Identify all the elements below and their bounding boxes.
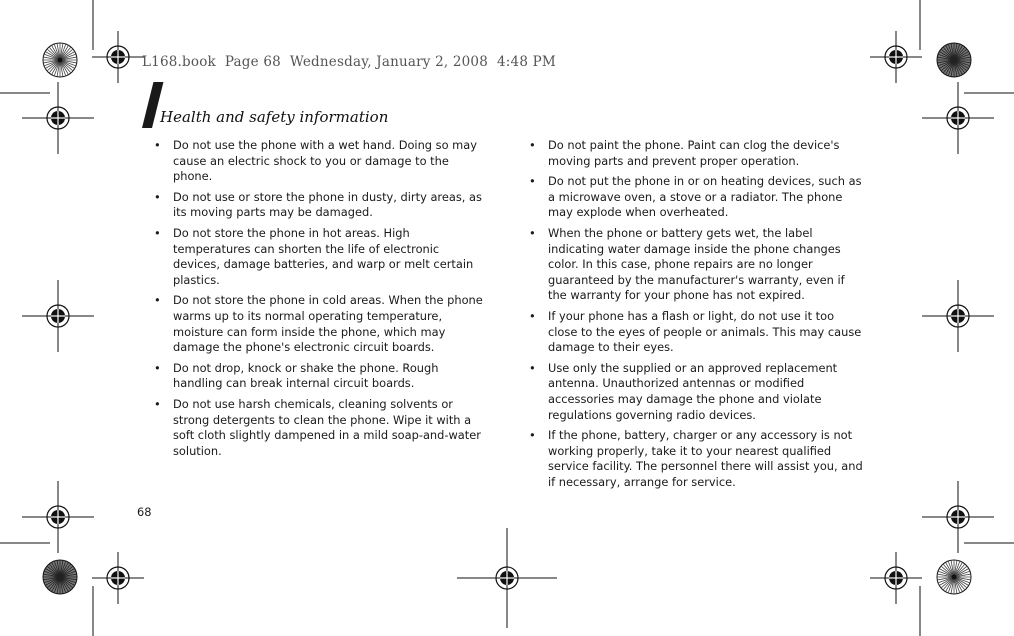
bullet-text: Use only the supplied or an approved replacement antenna. Unauthorized antennas or modified accessories may damage the phone and violate regulations governing radio devices. <box>548 360 838 422</box>
bullet-icon: • <box>154 189 161 204</box>
registration-target-icon <box>22 481 94 553</box>
left-column <box>152 138 488 464</box>
bullet-icon: • <box>529 225 536 240</box>
bullet-icon: • <box>154 396 161 411</box>
registration-target-icon <box>92 552 144 604</box>
bullet-icon: • <box>529 308 536 323</box>
bullet-item <box>527 309 863 356</box>
bullet-text: Do not put the phone in or on heating devices, such as a microwave oven, a stove or a radiator. The phone may explode when overheated. <box>548 174 862 220</box>
bullet-text: If your phone has a flash or light, do not use it too close to the eyes of people or animals. This may cause damage to their eyes. <box>548 308 862 355</box>
bullet-icon: • <box>154 225 161 240</box>
registration-target-icon <box>457 528 557 628</box>
bullet-text: Do not store the phone in cold areas. When the phone warms up to its normal operating temperature, moisture can form inside the phone, which may damage the phone's electronic circuit boards. <box>173 293 483 355</box>
bullet-item <box>152 190 488 221</box>
bullet-text: If the phone, battery, charger or any accessory is not working properly, take it to your nearest qualified service facility. The personnel there will assist you, and if necessary, arrange for service. <box>548 428 863 489</box>
starburst-icon <box>43 43 77 77</box>
print-slug: L168.book Page 68 Wednesday, January 2, 2008 4:48 PM <box>142 54 556 70</box>
bullet-text: Do not use harsh chemicals, cleaning solvents or strong detergents to clean the phone. Wipe it with a soft cloth slightly dampened in a mild soap-and-water solution. <box>173 396 481 458</box>
bullet-icon: • <box>154 138 161 152</box>
bullet-item <box>527 174 863 221</box>
bullet-text: Do not store the phone in hot areas. High temperatures can shorten the life of electronic devices, damage batteries, and warp or melt certain plastics. <box>173 225 474 287</box>
bullet-item <box>152 397 488 459</box>
bullet-text: Do not use or store the phone in dusty, dirty areas, as its moving parts may be damaged. <box>173 189 482 220</box>
bullet-icon: • <box>529 360 536 375</box>
bullet-item <box>527 226 863 304</box>
bullet-text: When the phone or battery gets wet, the label indicating water damage inside the phone changes color. In this case, phone repairs are no longer guaranteed by the manufacturer's warranty, even if the warranty for your phone has not expired. <box>548 225 845 303</box>
registration-target-icon <box>870 31 922 83</box>
registration-target-icon <box>870 552 922 604</box>
page-title: Health and safety information <box>160 108 389 126</box>
bullet-item <box>527 361 863 423</box>
bullet-text: Do not use the phone with a wet hand. Doing so may cause an electric shock to you or damage to the phone. <box>173 138 478 184</box>
registration-target-icon <box>922 481 994 553</box>
registration-target-icon <box>22 280 94 352</box>
bullet-item <box>152 293 488 355</box>
bullet-item <box>152 226 488 288</box>
bullet-icon: • <box>154 293 161 308</box>
page-number: 68 <box>137 505 152 519</box>
bullet-text: Do not drop, knock or shake the phone. Rough handling can break internal circuit boards. <box>173 360 439 391</box>
bullet-item <box>152 361 488 392</box>
bullet-item <box>527 138 863 169</box>
bullet-icon: • <box>529 138 536 152</box>
bullet-text: Do not paint the phone. Paint can clog the device's moving parts and prevent proper operation. <box>548 138 840 168</box>
bullet-item <box>152 138 488 185</box>
bullet-icon: • <box>154 360 161 375</box>
starburst-icon <box>937 43 971 77</box>
bullet-icon: • <box>529 174 536 189</box>
registration-target-icon <box>92 31 144 83</box>
bullet-icon: • <box>529 428 536 443</box>
starburst-icon <box>937 560 971 594</box>
starburst-icon <box>43 560 77 594</box>
bullet-item <box>527 428 863 490</box>
registration-target-icon <box>922 280 994 352</box>
right-column <box>527 138 863 495</box>
